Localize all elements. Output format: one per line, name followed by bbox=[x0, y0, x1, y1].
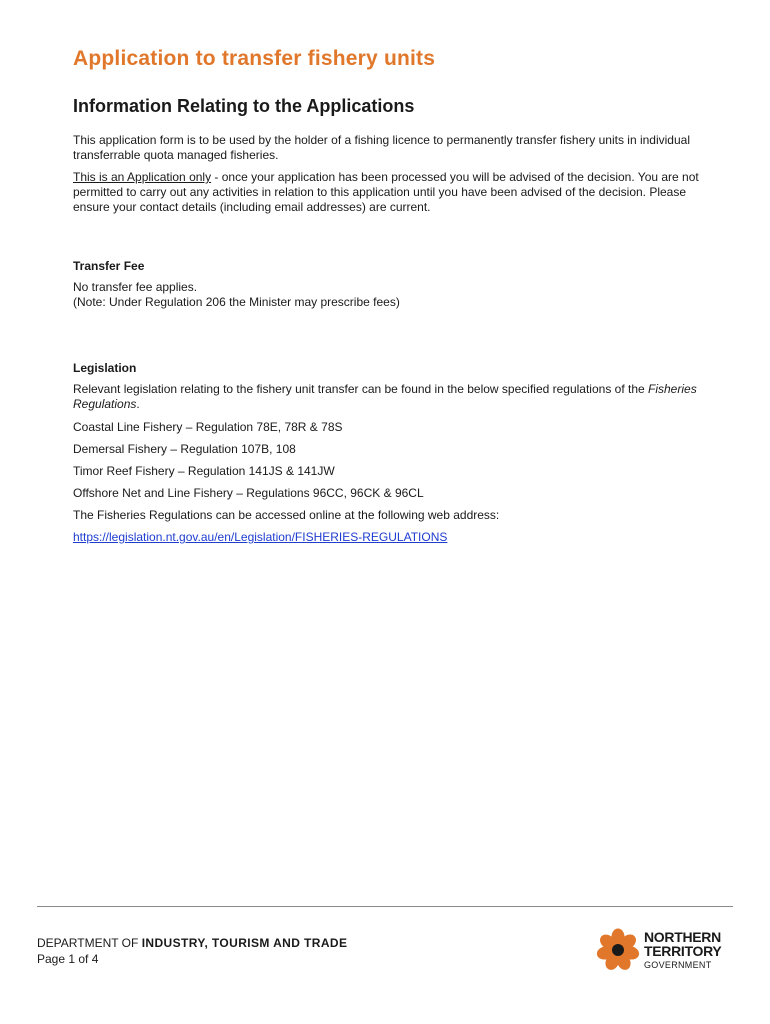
transfer-fee-heading: Transfer Fee bbox=[73, 259, 145, 273]
notice-paragraph bbox=[73, 170, 703, 215]
fee-line-1: No transfer fee applies. bbox=[73, 280, 198, 294]
footer-divider bbox=[37, 906, 733, 907]
fee-line-2: (Note: Under Regulation 206 the Minister may prescribe fees) bbox=[73, 295, 400, 309]
logo-wordmark bbox=[644, 930, 721, 972]
notice-underlined: This is an Application only bbox=[73, 170, 212, 184]
regulation-item: Demersal Fishery – Regulation 107B, 108 bbox=[73, 442, 296, 456]
regulations-link[interactable]: https://legislation.nt.gov.au/en/Legislation/FISHERIES-REGULATIONS bbox=[73, 530, 448, 544]
legislation-italic: Fisheries Regulations bbox=[73, 382, 697, 411]
page-number: Page 1 of 4 bbox=[37, 952, 99, 966]
legislation-intro bbox=[73, 382, 703, 412]
flower-logo-icon bbox=[594, 926, 642, 974]
logo-line-government: GOVERNMENT bbox=[644, 960, 712, 970]
intro-paragraph: This application form is to be used by the holder of a fishing licence to permanently transfer fishery units in individual transferrable quota managed fisheries. bbox=[73, 133, 690, 162]
regulation-item: Timor Reef Fishery – Regulation 141JS & 141JW bbox=[73, 464, 335, 478]
logo-line-territory: TERRITORY bbox=[644, 943, 722, 959]
section-heading: Information Relating to the Applications bbox=[73, 96, 415, 116]
legislation-end: . bbox=[136, 397, 140, 411]
notice-text: - once your application has been processed you will be advised of the decision. You are not permitted to carry out any activities in relation to this application until you have been advised of the decision. Please ensure your contact details (including email addresses) are current. bbox=[73, 170, 699, 214]
page-title: Application to transfer fishery units bbox=[73, 47, 436, 70]
logo-line-northern: NORTHERN bbox=[644, 929, 721, 945]
regulation-item: Offshore Net and Line Fishery – Regulations 96CC, 96CK & 96CL bbox=[73, 486, 424, 500]
legislation-intro-text: Relevant legislation relating to the fishery unit transfer can be found in the below specified regulations of the bbox=[73, 382, 649, 396]
regulation-item: Coastal Line Fishery – Regulation 78E, 78R & 78S bbox=[73, 420, 343, 434]
link-container bbox=[73, 530, 703, 545]
legislation-heading: Legislation bbox=[73, 361, 137, 375]
dept-prefix: DEPARTMENT OF bbox=[37, 936, 142, 950]
nt-government-logo bbox=[594, 926, 739, 976]
online-access-text: The Fisheries Regulations can be accessed online at the following web address: bbox=[73, 508, 500, 522]
footer-department bbox=[37, 936, 347, 950]
dept-name: INDUSTRY, TOURISM AND TRADE bbox=[141, 936, 348, 950]
